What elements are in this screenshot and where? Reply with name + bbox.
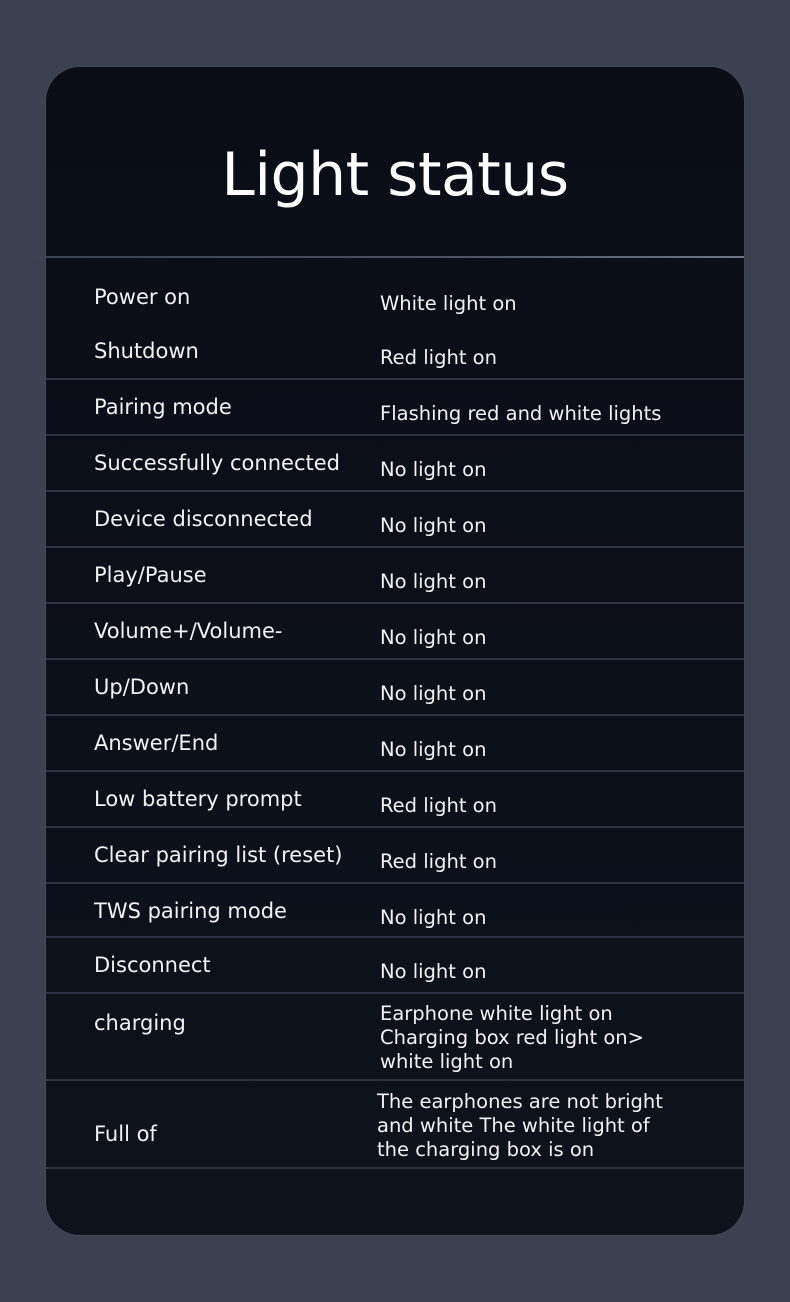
row-value: No light on <box>380 570 487 593</box>
row-label: TWS pairing mode <box>94 899 287 923</box>
table-row <box>46 492 744 548</box>
table-row <box>46 436 744 492</box>
table-row <box>46 380 744 436</box>
row-value-line: Earphone white light on <box>380 1002 613 1025</box>
row-value-line: the charging box is on <box>377 1138 595 1161</box>
table-row <box>46 1081 744 1169</box>
row-value-line: white light on <box>380 1050 514 1073</box>
row-label: Disconnect <box>94 953 211 977</box>
row-value: No light on <box>380 682 487 705</box>
table-row <box>46 604 744 660</box>
row-value <box>377 1090 663 1162</box>
row-label: Device disconnected <box>94 507 313 531</box>
table-row <box>46 270 744 324</box>
row-label: Successfully connected <box>94 451 340 475</box>
row-label: Pairing mode <box>94 395 232 419</box>
row-value-line: and white The white light of <box>377 1114 650 1137</box>
row-value: No light on <box>380 626 487 649</box>
light-status-card <box>46 67 744 1235</box>
table-row <box>46 324 744 380</box>
table-row <box>46 884 744 938</box>
row-value-line: Charging box red light on> <box>380 1026 644 1049</box>
row-label: Shutdown <box>94 339 199 363</box>
table-row <box>46 716 744 772</box>
row-label: Volume+/Volume- <box>94 619 283 643</box>
table-row <box>46 660 744 716</box>
row-label: Power on <box>94 285 191 309</box>
row-value: No light on <box>380 906 487 929</box>
row-value: Flashing red and white lights <box>380 402 662 425</box>
row-value: No light on <box>380 458 487 481</box>
row-label: Up/Down <box>94 675 190 699</box>
row-label: Low battery prompt <box>94 787 302 811</box>
row-label: Answer/End <box>94 731 219 755</box>
row-value: Red light on <box>380 346 497 369</box>
row-label: charging <box>94 1011 186 1035</box>
row-value: No light on <box>380 738 487 761</box>
row-value: White light on <box>380 292 517 315</box>
row-value: No light on <box>380 514 487 537</box>
row-value: Red light on <box>380 850 497 873</box>
row-value: Red light on <box>380 794 497 817</box>
table-row <box>46 938 744 994</box>
row-value-line: The earphones are not bright <box>377 1090 663 1113</box>
page-title: Light status <box>221 140 569 210</box>
row-value <box>380 1002 644 1074</box>
row-label: Clear pairing list (reset) <box>94 843 343 867</box>
table-row <box>46 994 744 1081</box>
table-row <box>46 828 744 884</box>
divider <box>14 256 744 258</box>
row-label: Full of <box>94 1122 157 1146</box>
row-label: Play/Pause <box>94 563 207 587</box>
row-value: No light on <box>380 960 487 983</box>
table-row <box>46 548 744 604</box>
table-row <box>46 772 744 828</box>
